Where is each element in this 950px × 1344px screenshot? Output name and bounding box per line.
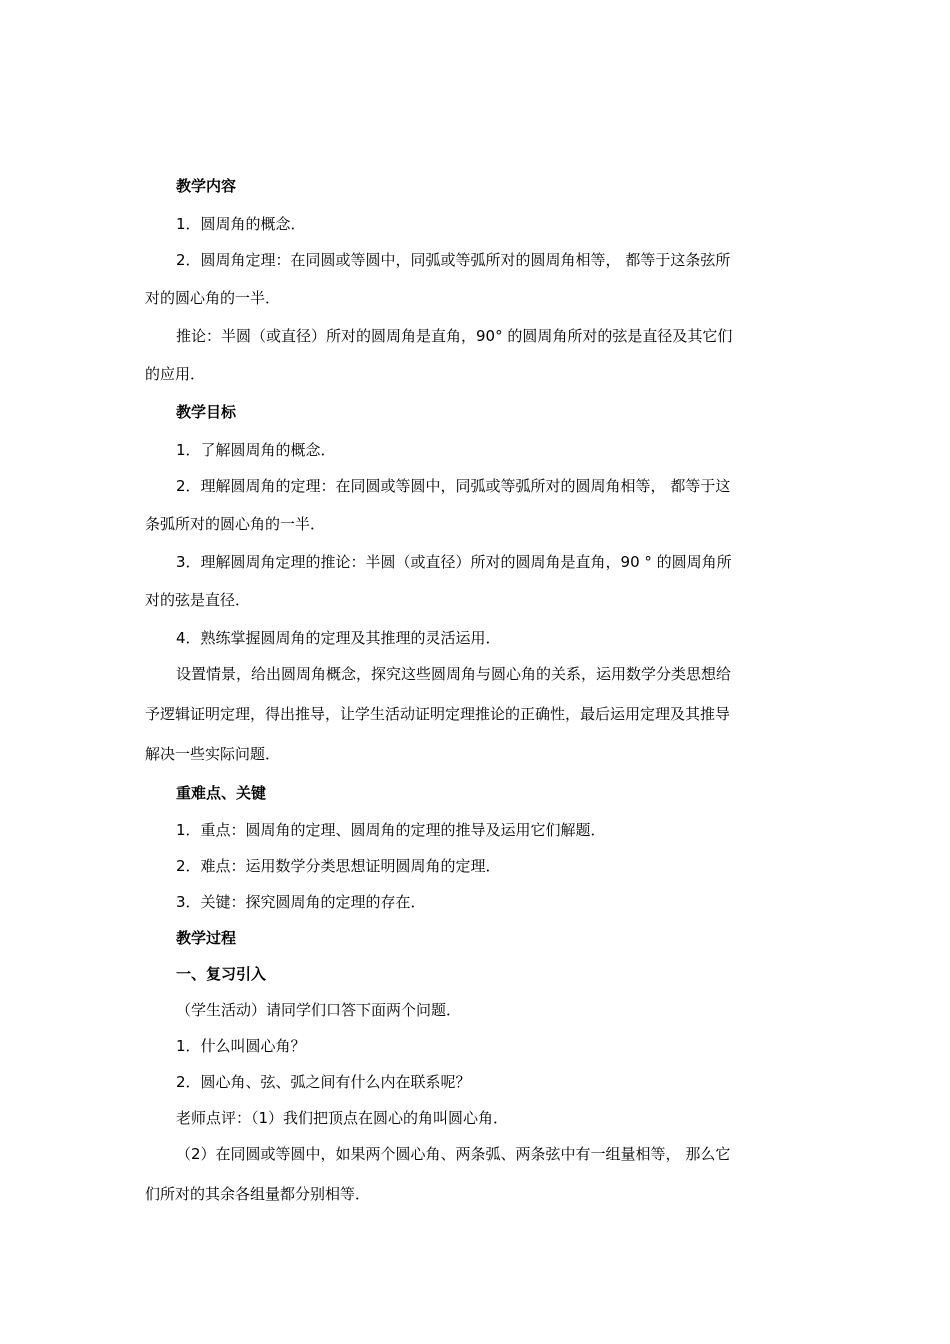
objective-item-3: 3．理解圆周角定理的推论：半圆（或直径）所对的圆周角是直角，90 ° 的圆周角所 [176,553,732,571]
key-point-item-2: 2．难点：运用数学分类思想证明圆周角的定理． [176,857,501,875]
process-activity: （学生活动）请同学们口答下面两个问题． [176,1001,462,1019]
key-point-item-3: 3．关键：探究圆周角的定理的存在． [176,893,426,911]
content-corollary-cont: 的应用． [145,365,206,383]
content-item-1: 1．圆周角的概念． [176,215,306,233]
process-question-1: 1．什么叫圆心角？ [176,1037,306,1055]
section-heading-objectives: 教学目标 [176,403,237,421]
objective-paragraph: 设置情景，给出圆周角概念，探究这些圆周角与圆心角的关系，运用数学分类思想给 [176,665,732,683]
content-corollary: 推论：半圆（或直径）所对的圆周角是直角，90° 的圆周角所对的弦是直径及其它们 [176,327,733,345]
objective-paragraph-cont-1: 予逻辑证明定理，得出推导，让学生活动证明定理推论的正确性，最后运用定理及其推导 [145,705,731,723]
objective-paragraph-cont-2: 解决一些实际问题． [145,745,281,763]
objective-item-1: 1．了解圆周角的概念． [176,441,336,459]
process-subheading: 一、复习引入 [176,965,267,983]
process-question-2: 2．圆心角、弦、弧之间有什么内在联系呢？ [176,1073,471,1091]
content-item-2: 2．圆周角定理：在同圆或等圆中，同弧或等弧所对的圆周角相等， 都等于这条弦所 [176,251,731,269]
objective-item-2: 2．理解圆周角的定理：在同圆或等圆中，同弧或等弧所对的圆周角相等， 都等于这 [176,477,731,495]
process-answer-2-cont: 们所对的其余各组量都分别相等． [145,1185,371,1203]
section-heading-content: 教学内容 [176,177,237,195]
content-item-2-cont: 对的圆心角的一半． [145,289,281,307]
objective-item-3-cont: 对的弦是直径． [145,591,251,609]
teacher-comment: 老师点评：（1）我们把顶点在圆心的角叫圆心角． [176,1109,509,1127]
objective-item-4: 4．熟练掌握圆周角的定理及其推理的灵活运用． [176,629,501,647]
section-heading-process: 教学过程 [176,929,237,947]
key-point-item-1: 1．重点：圆周角的定理、圆周角的定理的推导及运用它们解题． [176,821,606,839]
process-answer-2: （2）在同圆或等圆中，如果两个圆心角、两条弧、两条弦中有一组量相等， 那么它 [176,1145,731,1163]
objective-item-2-cont: 条弧所对的圆心角的一半． [145,515,326,533]
section-heading-key-points: 重难点、关键 [176,784,267,802]
